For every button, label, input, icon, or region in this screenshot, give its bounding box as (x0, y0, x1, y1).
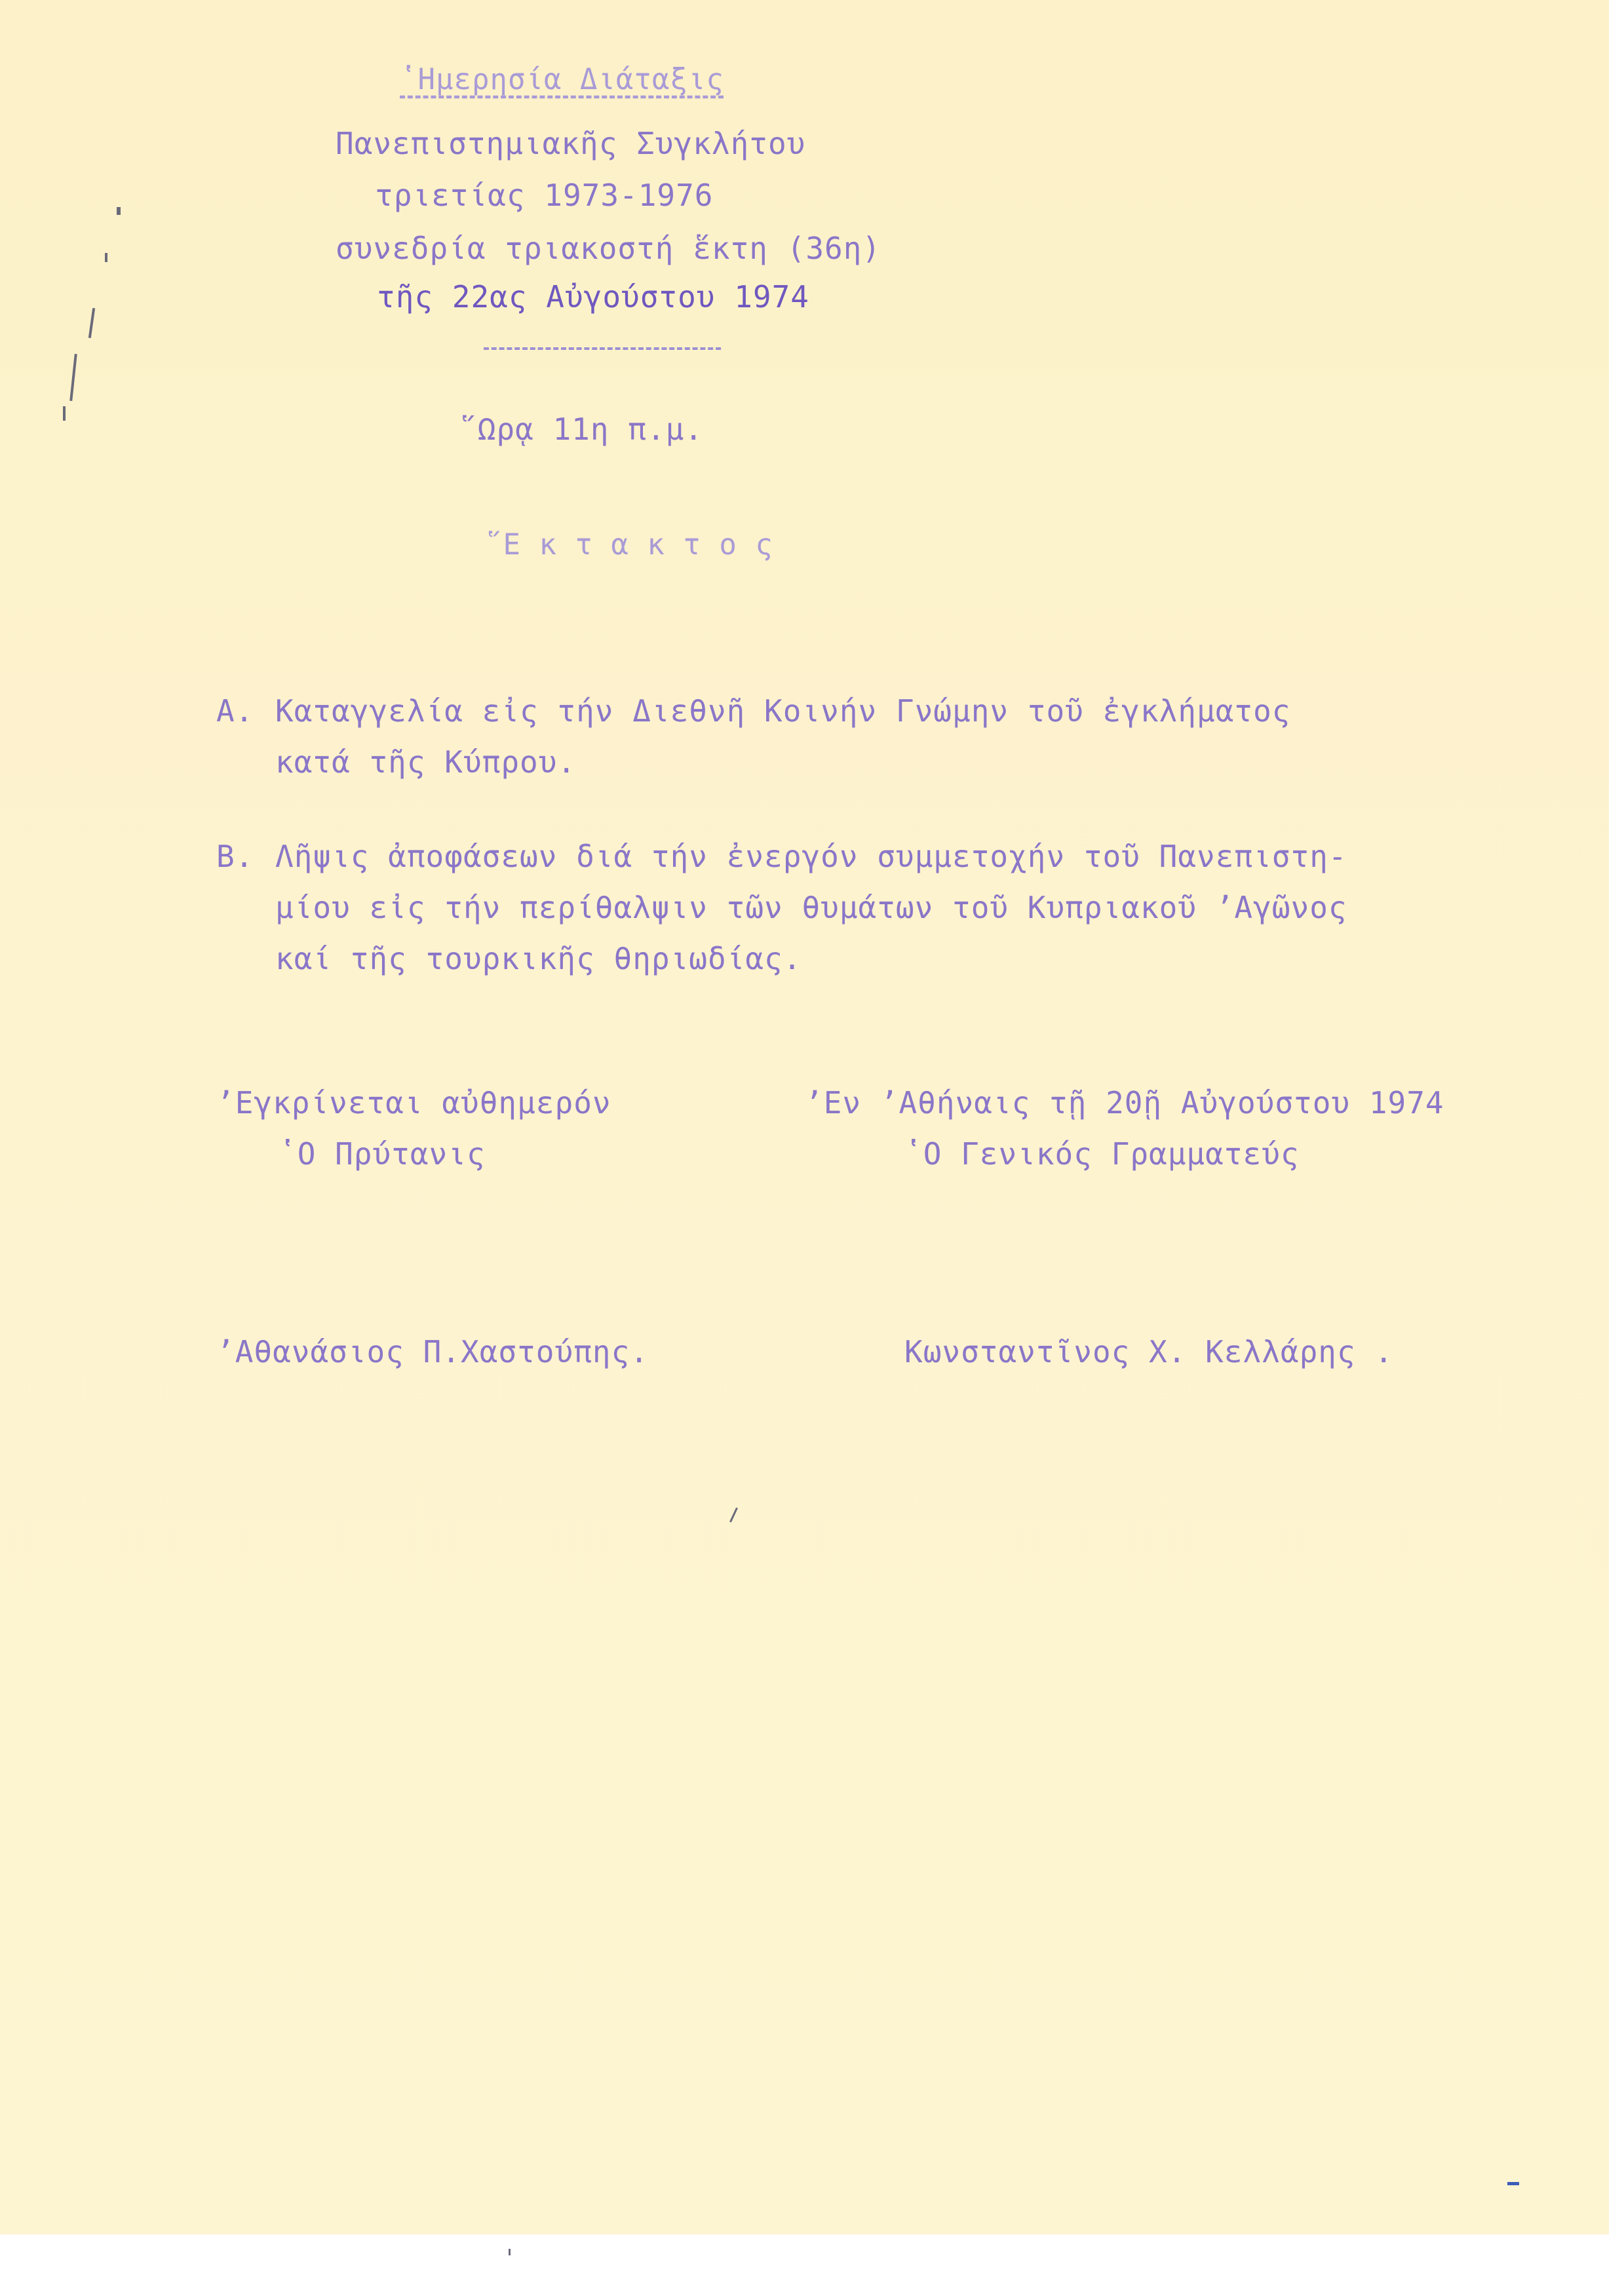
place-date-line: ʼΕν ʼΑθήναις τῇ 20ῇ Αὐγούστου 1974 (805, 1085, 1444, 1120)
scan-margin (0, 2234, 1624, 2296)
agenda-item-a-line-1: Καταγγελία εἰς τήν Διεθνῆ Κοινήν Γνώμην τοῦ ἐγκλήματος (275, 693, 1291, 729)
secretary-name: Κωνσταντῖνος Χ. Κελλάρης . (904, 1334, 1394, 1369)
secretary-title: ʽΟ Γενικός Γραμματεύς (904, 1136, 1300, 1172)
agenda-item-b-line-2: μίου εἰς τήν περίθαλψιν τῶν θυμάτων τοῦ Κυπριακοῦ ʼΑγῶνος (275, 890, 1347, 925)
agenda-item-a-line-2: κατά τῆς Κύπρου. (275, 744, 577, 780)
agenda-item-b-line-3: καί τῆς τουρκικῆς θηριωδίας. (275, 941, 802, 976)
header-line-date: τῆς 22ας Αὐγούστου 1974 (377, 279, 809, 315)
document-title: ʽΗμερησία Διάταξις (400, 63, 724, 96)
agenda-item-a-letter: Α. (216, 693, 254, 729)
header-divider (484, 347, 721, 350)
agenda-item-b-line-1: Λῆψις ἀποφάσεων διά τήν ἐνεργόν συμμετοχήν τοῦ Πανεπιστη- (275, 839, 1347, 874)
approval-text: ʼΕγκρίνεται αὐθημερόν (216, 1085, 611, 1120)
scan-mark (105, 253, 107, 262)
session-type: ῞Ε κ τ α κ τ ο ς (485, 528, 773, 562)
scan-mark (509, 2249, 511, 2255)
rector-title: ʽΟ Πρύτανις (279, 1136, 486, 1172)
header-line-senate: Πανεπιστημιακῆς Συγκλήτου (336, 126, 806, 161)
meeting-time: ῞Ωρᾳ 11η π.μ. (459, 411, 704, 447)
header-line-term: τριετίας 1973-1976 (375, 178, 714, 213)
agenda-item-b-letter: Β. (216, 839, 254, 874)
scan-mark (63, 406, 66, 421)
header-line-session: συνεδρία τριακοστή ἕκτη (36η) (336, 231, 881, 266)
scan-mark (117, 207, 121, 215)
scan-mark (1507, 2182, 1519, 2185)
rector-name: ʼΑθανάσιος Π.Χαστούπης. (216, 1334, 649, 1369)
